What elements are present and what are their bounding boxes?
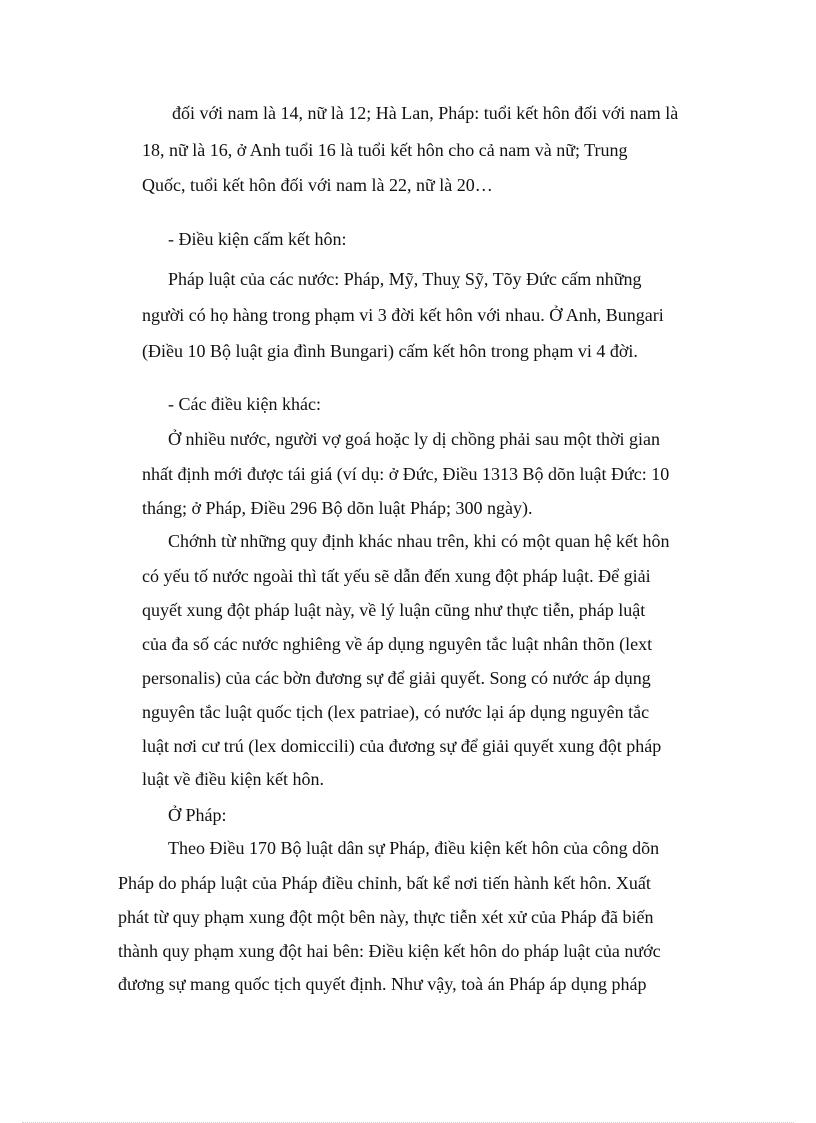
paragraph-line: luật về điều kiện kết hôn. [142, 769, 324, 789]
paragraph-line: Pháp luật của các nước: Pháp, Mỹ, Thuỵ Sỹ, Tõy Đức cấm những [168, 269, 642, 289]
paragraph-line: Quốc, tuổi kết hôn đối với nam là 22, nữ là 20… [142, 175, 493, 195]
paragraph-line: tháng; ở Pháp, Điều 296 Bộ dõn luật Pháp; 300 ngày). [142, 498, 533, 518]
paragraph-line: nhất định mới được tái giá (ví dụ: ở Đức, Điều 1313 Bộ dõn luật Đức: 10 [142, 464, 670, 484]
paragraph-line: của đa số các nước nghiêng về áp dụng nguyên tắc luật nhân thõn (lext [142, 634, 653, 654]
paragraph-line: nguyên tắc luật quốc tịch (lex patriae), có nước lại áp dụng nguyên tắc [142, 702, 650, 722]
paragraph-line: luật nơi cư trú (lex domiccili) của đương sự để giải quyết xung đột pháp [142, 736, 662, 756]
section-heading-france: Ở Pháp: [168, 805, 227, 825]
paragraph-line: người có họ hàng trong phạm vi 3 đời kết hôn với nhau. Ở Anh, Bungari [142, 305, 664, 325]
paragraph-line: Chớnh từ những quy định khác nhau trên, khi có một quan hệ kết hôn [168, 531, 670, 551]
paragraph-line: Ở nhiều nước, người vợ goá hoặc ly dị chồng phải sau một thời gian [168, 429, 661, 449]
section-heading-other-conditions: - Các điều kiện khác: [168, 394, 321, 414]
paragraph-line: có yếu tố nước ngoài thì tất yếu sẽ dẫn đến xung đột pháp luật. Để giải [142, 566, 651, 586]
paragraph-line: đương sự mang quốc tịch quyết định. Như vậy, toà án Pháp áp dụng pháp [118, 974, 647, 994]
paragraph-line: đối với nam là 14, nữ là 12; Hà Lan, Pháp: tuổi kết hôn đối với nam là [172, 103, 679, 123]
paragraph-line: thành quy phạm xung đột hai bên: Điều kiện kết hôn do pháp luật của nước [118, 941, 661, 961]
paragraph-line: (Điều 10 Bộ luật gia đình Bungari) cấm kết hôn trong phạm vi 4 đời. [142, 341, 638, 361]
paragraph-line: Pháp do pháp luật của Pháp điều chỉnh, bất kể nơi tiến hành kết hôn. Xuất [118, 873, 651, 893]
paragraph-line: Theo Điều 170 Bộ luật dân sự Pháp, điều kiện kết hôn của công dõn [168, 838, 660, 858]
paragraph-line: phát từ quy phạm xung đột một bên này, thực tiễn xét xử của Pháp đã biến [118, 907, 654, 927]
section-heading-prohibited-conditions: - Điều kiện cấm kết hôn: [168, 229, 347, 249]
paragraph-line: 18, nữ là 16, ở Anh tuổi 16 là tuổi kết hôn cho cả nam và nữ; Trung [142, 140, 628, 160]
paragraph-line: personalis) của các bờn đương sự để giải quyết. Song có nước áp dụng [142, 668, 651, 688]
paragraph-line: quyết xung đột pháp luật này, về lý luận cũng như thực tiễn, pháp luật [142, 600, 646, 620]
